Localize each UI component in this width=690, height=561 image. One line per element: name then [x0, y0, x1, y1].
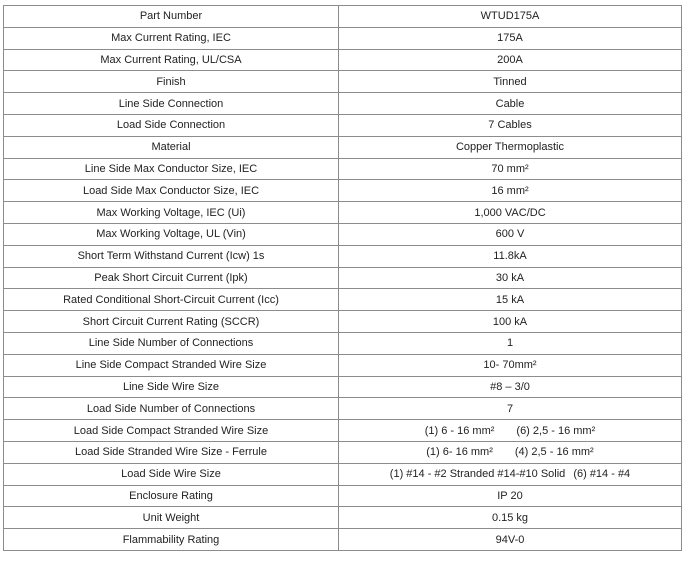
spec-value-cell [339, 376, 682, 398]
spec-value: 94V-0 [495, 533, 525, 546]
spec-label-cell: Finish [4, 71, 339, 93]
spec-value-cell [339, 114, 682, 136]
spec-value: (6) 2,5 - 16 mm² [516, 424, 596, 437]
spec-value: 1,000 VAC/DC [474, 206, 546, 219]
spec-row [4, 27, 682, 49]
spec-value-cell [339, 180, 682, 202]
spec-row [4, 376, 682, 398]
spec-value-cell [339, 49, 682, 71]
spec-label-cell: Flammability Rating [4, 529, 339, 551]
spec-row [4, 136, 682, 158]
spec-value: #8 – 3/0 [490, 380, 530, 393]
spec-label-cell: Max Working Voltage, IEC (Ui) [4, 202, 339, 224]
spec-value: Copper Thermoplastic [455, 141, 564, 154]
spec-value: 7 [506, 402, 514, 415]
spec-value: Tinned [493, 75, 527, 88]
spec-label-cell: Peak Short Circuit Current (Ipk) [4, 267, 339, 289]
spec-value: 100 kA [492, 315, 528, 328]
spec-label-cell: Line Side Wire Size [4, 376, 339, 398]
spec-value-cell [339, 354, 682, 376]
spec-label-cell: Load Side Max Conductor Size, IEC [4, 180, 339, 202]
spec-row [4, 420, 682, 442]
spec-row [4, 6, 682, 28]
spec-value: 0.15 kg [491, 511, 529, 524]
spec-value: (1) #14 - #2 Stranded #14-#10 Solid [389, 468, 566, 481]
spec-label-cell: Max Current Rating, UL/CSA [4, 49, 339, 71]
spec-value-cell [339, 485, 682, 507]
spec-row [4, 311, 682, 333]
spec-value: (1) 6- 16 mm² [426, 446, 493, 459]
spec-value: 30 kA [495, 271, 525, 284]
spec-row [4, 49, 682, 71]
spec-label-cell: Rated Conditional Short-Circuit Current (Icc) [4, 289, 339, 311]
spec-table [3, 5, 682, 551]
spec-value: 200A [497, 53, 523, 66]
spec-value-cell [339, 223, 682, 245]
spec-label-cell: Part Number [4, 6, 339, 28]
spec-value-cell [339, 398, 682, 420]
spec-label-cell: Short Circuit Current Rating (SCCR) [4, 311, 339, 333]
spec-label-cell: Enclosure Rating [4, 485, 339, 507]
spec-label-cell: Max Current Rating, IEC [4, 27, 339, 49]
spec-value-cell [339, 136, 682, 158]
spec-label-cell: Unit Weight [4, 507, 339, 529]
spec-value: WTUD175A [480, 10, 540, 23]
spec-row [4, 180, 682, 202]
spec-value-cell [339, 202, 682, 224]
spec-label-cell: Material [4, 136, 339, 158]
spec-label-cell: Load Side Wire Size [4, 463, 339, 485]
spec-row [4, 223, 682, 245]
spec-value-cell [339, 27, 682, 49]
spec-value: 70 mm² [491, 162, 529, 175]
spec-label-cell: Load Side Connection [4, 114, 339, 136]
spec-row [4, 71, 682, 93]
spec-value-cell [339, 158, 682, 180]
spec-value: Cable [495, 97, 525, 110]
spec-value-cell [339, 507, 682, 529]
spec-row [4, 441, 682, 463]
spec-value: 15 kA [495, 293, 525, 306]
spec-value-cell [339, 463, 682, 485]
spec-label-cell: Line Side Number of Connections [4, 332, 339, 354]
spec-value-cell [339, 420, 682, 442]
spec-value-cell [339, 441, 682, 463]
spec-value: IP 20 [497, 489, 523, 502]
spec-value: 7 Cables [488, 119, 532, 132]
spec-value: (1) 6 - 16 mm² [424, 424, 495, 437]
spec-row [4, 485, 682, 507]
spec-row [4, 267, 682, 289]
spec-label-cell: Line Side Connection [4, 93, 339, 115]
spec-value: 10- 70mm² [483, 359, 537, 372]
spec-row [4, 398, 682, 420]
spec-value: 11.8kA [493, 250, 527, 263]
spec-label-cell: Load Side Number of Connections [4, 398, 339, 420]
spec-value-cell [339, 245, 682, 267]
spec-label-cell: Load Side Compact Stranded Wire Size [4, 420, 339, 442]
spec-row [4, 354, 682, 376]
spec-label-cell: Load Side Stranded Wire Size - Ferrule [4, 441, 339, 463]
spec-row [4, 507, 682, 529]
spec-value: 1 [506, 337, 514, 350]
spec-value-cell [339, 529, 682, 551]
spec-row [4, 332, 682, 354]
spec-value-cell [339, 311, 682, 333]
spec-value-cell [339, 6, 682, 28]
spec-label-cell: Max Working Voltage, UL (Vin) [4, 223, 339, 245]
spec-value: 175A [497, 32, 523, 45]
spec-label-cell: Line Side Compact Stranded Wire Size [4, 354, 339, 376]
spec-value-cell [339, 71, 682, 93]
spec-row [4, 529, 682, 551]
spec-table-body [4, 6, 682, 551]
spec-row [4, 158, 682, 180]
spec-value-cell [339, 267, 682, 289]
spec-label-cell: Line Side Max Conductor Size, IEC [4, 158, 339, 180]
spec-label-cell: Short Term Withstand Current (Icw) 1s [4, 245, 339, 267]
spec-row [4, 202, 682, 224]
spec-value: (6) #14 - #4 [573, 468, 631, 481]
spec-value-cell [339, 93, 682, 115]
spec-value-cell [339, 332, 682, 354]
spec-value: (4) 2,5 - 16 mm² [514, 446, 594, 459]
spec-value: 16 mm² [491, 184, 529, 197]
spec-value: 600 V [495, 228, 525, 241]
spec-row [4, 114, 682, 136]
spec-row [4, 245, 682, 267]
spec-row [4, 289, 682, 311]
spec-row [4, 93, 682, 115]
spec-row [4, 463, 682, 485]
spec-value-cell [339, 289, 682, 311]
